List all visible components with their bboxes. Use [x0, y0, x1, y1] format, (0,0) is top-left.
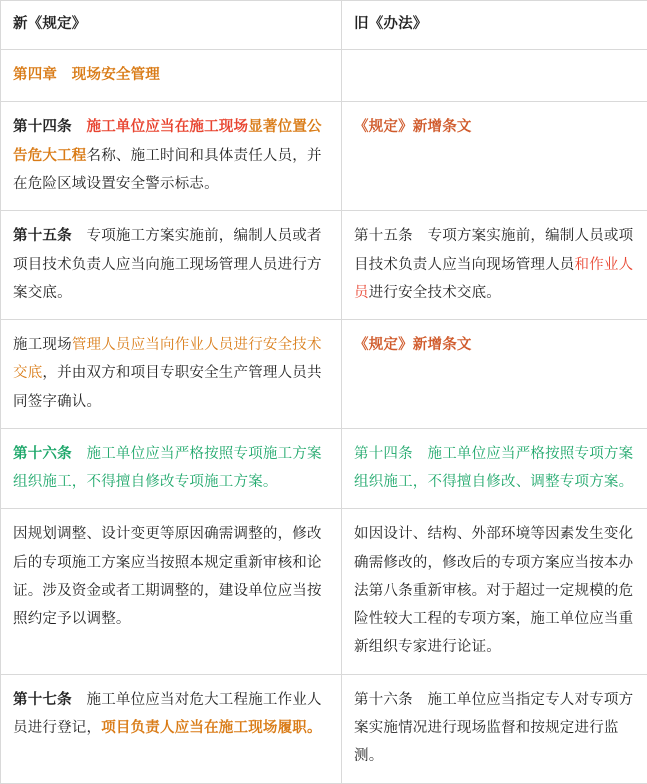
old-provision-cell: [342, 211, 647, 320]
table-header-row: [1, 1, 647, 50]
header-cell-old: 旧《办法》: [342, 1, 647, 50]
table-row: [1, 102, 647, 211]
article-number: 第十六条: [354, 692, 413, 708]
new-provision-cell: [1, 674, 342, 783]
old-provision-cell: [342, 320, 647, 429]
body-text: 专项施工方案实施前，编制人员或者项目技术负责人应当向施工现场管理人员进行方案交底。: [13, 228, 322, 301]
table-row: [1, 50, 647, 102]
new-provision-cell: [1, 428, 342, 509]
new-provision-cell: [1, 320, 342, 429]
table-row: [1, 320, 647, 429]
chapter-title: 第四章 现场安全管理: [13, 67, 160, 83]
added-note: 《规定》新增条文: [354, 119, 472, 135]
old-provision-cell: [342, 509, 647, 674]
article-number: 第十五条: [13, 228, 72, 244]
article-number: 第十六条: [13, 446, 72, 462]
highlight-orange: 显著位置公告危大工程: [13, 119, 322, 163]
body-text: 施工单位应当指定专人对专项方案实施情况进行现场监督和按规定进行监测。: [354, 692, 633, 765]
article-number: 第十七条: [13, 692, 72, 708]
old-provision-cell: [342, 102, 647, 211]
highlight-red: 和作业人员: [354, 257, 633, 301]
body-text: 如因设计、结构、外部环境等因素发生变化确需修改的，修改后的专项方案应当按本办法第八条重新审核。对于超过一定规模的危险性较大工程的专项方案，施工单位应当重新组织专家进行论证。: [354, 526, 633, 655]
header-cell-new: 新《规定》: [1, 1, 342, 50]
table-row: [1, 509, 647, 674]
empty-cell: [342, 50, 647, 102]
article-number: 第十五条: [354, 228, 413, 244]
body-text: 进行安全技术交底。: [369, 285, 501, 301]
body-text: 因规划调整、设计变更等原因确需调整的，修改后的专项施工方案应当按照本规定重新审核和论证。涉及资金或者工期调整的，建设单位应当按照约定予以调整。: [13, 526, 322, 627]
body-text: 施工现场: [13, 337, 72, 353]
added-note: 《规定》新增条文: [354, 337, 472, 353]
chapter-cell: [1, 50, 342, 102]
highlight-orange: 项目负责人应当在施工现场履职。: [101, 720, 322, 736]
new-provision-cell: [1, 509, 342, 674]
old-provision-cell: [342, 428, 647, 509]
old-provision-cell: [342, 674, 647, 783]
article-number: 第十四条: [13, 119, 72, 135]
spacer: [72, 119, 87, 135]
body-text: 施工单位应当严格按照专项方案组织施工，不得擅自修改、调整专项方案。: [354, 446, 633, 490]
table-body: [1, 1, 647, 784]
new-provision-cell: [1, 102, 342, 211]
body-text: 名称、施工时间和具体责任人员，并在危险区域设置安全警示标志。: [13, 148, 322, 192]
body-text: 专项方案实施前，编制人员或项目技术负责人应当向现场管理人员: [354, 228, 633, 272]
highlight-orange: 管理人员应当向作业人员进行安全技术交底: [13, 337, 322, 381]
table-row: [1, 211, 647, 320]
new-provision-cell: [1, 211, 342, 320]
body-text: 施工单位应当对危大工程施工作业人员进行登记，: [13, 692, 322, 736]
article-number: 第十四条: [354, 446, 413, 462]
table-row: [1, 428, 647, 509]
body-text: ，并由双方和项目专职安全生产管理人员共同签字确认。: [13, 365, 322, 409]
body-text: 施工单位应当严格按照专项施工方案组织施工，不得擅自修改专项施工方案。: [13, 446, 322, 490]
table-row: [1, 674, 647, 783]
highlight-red: 施工单位应当在施工现场: [87, 119, 249, 135]
